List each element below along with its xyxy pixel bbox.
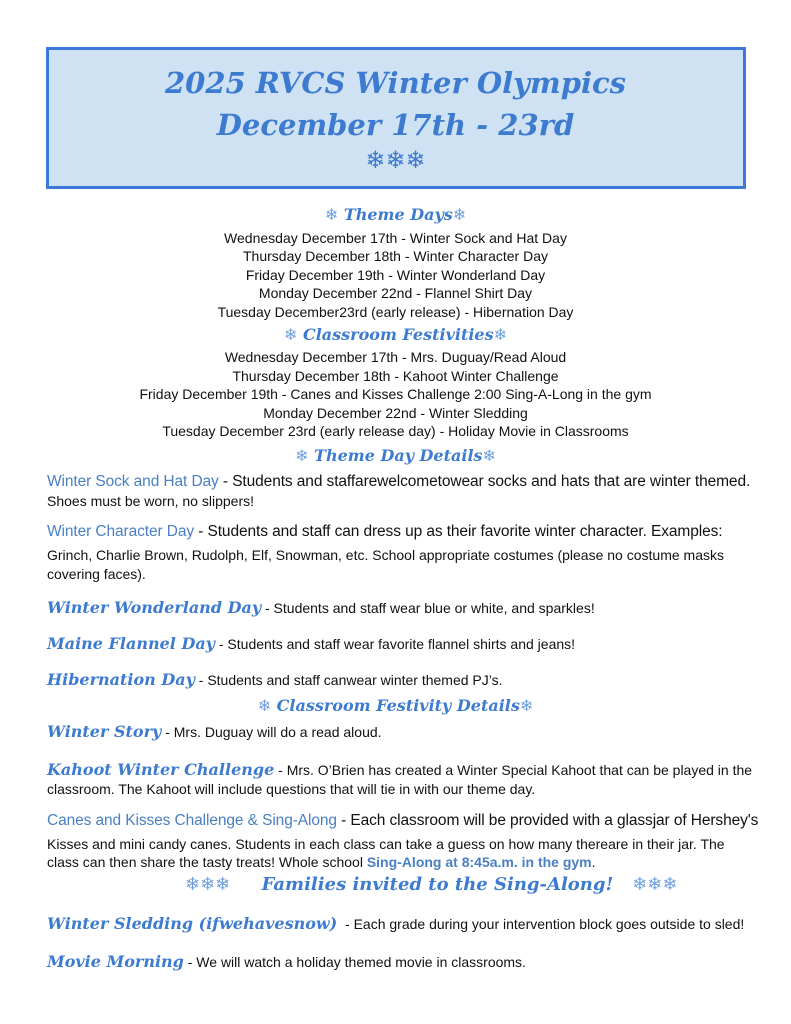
kahoot-detail: Kahoot Winter Challenge - Mrs. O’Brien has created a Winter Special Kahoot that can be played in the bbox=[47, 760, 753, 779]
theme-day-item: Monday December 22nd - Flannel Shirt Day bbox=[258, 285, 533, 301]
movie-detail: Movie Morning - We will watch a holiday themed movie in classrooms. bbox=[47, 952, 526, 971]
festivities-heading: ❄ Classroom Festivities❄ bbox=[283, 325, 508, 344]
character-day-note: covering faces). bbox=[47, 566, 146, 582]
kahoot-note: classroom. The Kahoot will include questions that will tie in with our theme day. bbox=[47, 781, 536, 797]
snowflakes-icon: ❄❄❄ bbox=[185, 874, 231, 895]
theme-details-heading: ❄ Theme Day Details❄ bbox=[295, 446, 496, 465]
theme-days-heading: ❄ Theme Days❄ bbox=[324, 205, 467, 224]
snowflake-icon: ❄ bbox=[519, 696, 534, 715]
snowflake-icon: ❄ bbox=[493, 325, 508, 344]
snowflake-icon: ❄ bbox=[283, 325, 298, 344]
snowflakes-icon: ❄❄❄ bbox=[365, 146, 426, 174]
families-banner: ❄❄❄ Families invited to the Sing-Along! ❄❄❄ bbox=[185, 874, 678, 895]
theme-day-item: Tuesday December23rd (early release) - Hibernation Day bbox=[217, 304, 574, 320]
snowflakes-icon: ❄❄❄ bbox=[632, 874, 678, 895]
snowflake-icon: ❄ bbox=[452, 205, 467, 224]
character-day-detail: Winter Character Day - Students and staff can dress up as their favorite winter character. Examples: bbox=[47, 523, 723, 540]
festivity-item: Tuesday December 23rd (early release day) - Holiday Movie in Classrooms bbox=[162, 423, 629, 439]
festivity-item: Thursday December 18th - Kahoot Winter Challenge bbox=[232, 368, 559, 384]
wonderland-detail: Winter Wonderland Day - Students and staff wear blue or white, and sparkles! bbox=[47, 598, 595, 617]
flannel-detail: Maine Flannel Day - Students and staff wear favorite flannel shirts and jeans! bbox=[47, 634, 576, 653]
hibernation-detail: Hibernation Day - Students and staff canwear winter themed PJ’s. bbox=[47, 670, 503, 689]
theme-day-item: Wednesday December 17th - Winter Sock and Hat Day bbox=[224, 230, 567, 246]
canes-detail: Canes and Kisses Challenge & Sing-Along - Each classroom will be provided with a glassjar of Hershey's bbox=[47, 812, 759, 829]
theme-day-item: Thursday December 18th - Winter Character Day bbox=[243, 248, 548, 264]
page-dates: December 17th - 23rd bbox=[216, 108, 575, 142]
character-day-note: Grinch, Charlie Brown, Rudolph, Elf, Snowman, etc. School appropriate costumes (please no costume masks bbox=[47, 547, 724, 563]
festivity-item: Wednesday December 17th - Mrs. Duguay/Read Aloud bbox=[224, 349, 567, 365]
snowflake-icon: ❄ bbox=[257, 696, 272, 715]
snowflake-icon: ❄ bbox=[295, 446, 309, 465]
festivity-details-heading: ❄ Classroom Festivity Details❄ bbox=[257, 696, 534, 715]
canes-note: class can then share the tasty treats! Whole school Sing-Along at 8:45a.m. in the gym. bbox=[47, 854, 596, 870]
theme-day-item: Friday December 19th - Winter Wonderland Day bbox=[245, 267, 546, 283]
sock-day-detail: Winter Sock and Hat Day - Students and staffarewelcometowear socks and hats that are winter themed. bbox=[47, 473, 751, 490]
festivity-item: Friday December 19th - Canes and Kisses Challenge 2:00 Sing-A-Long in the gym bbox=[139, 386, 652, 402]
festivity-item: Monday December 22nd - Winter Sledding bbox=[263, 405, 528, 421]
canes-note: Kisses and mini candy canes. Students in each class can take a guess on how many thereare in their jar. The bbox=[47, 836, 725, 852]
sledding-detail: Winter Sledding (ifwehavesnow) - Each grade during your intervention block goes outside to sled! bbox=[47, 914, 745, 933]
story-detail: Winter Story - Mrs. Duguay will do a read aloud. bbox=[47, 722, 382, 741]
snowflake-icon: ❄ bbox=[324, 205, 339, 224]
page-title: 2025 RVCS Winter Olympics bbox=[165, 66, 626, 100]
sock-day-note: Shoes must be worn, no slippers! bbox=[47, 493, 254, 509]
snowflake-icon: ❄ bbox=[482, 446, 496, 465]
